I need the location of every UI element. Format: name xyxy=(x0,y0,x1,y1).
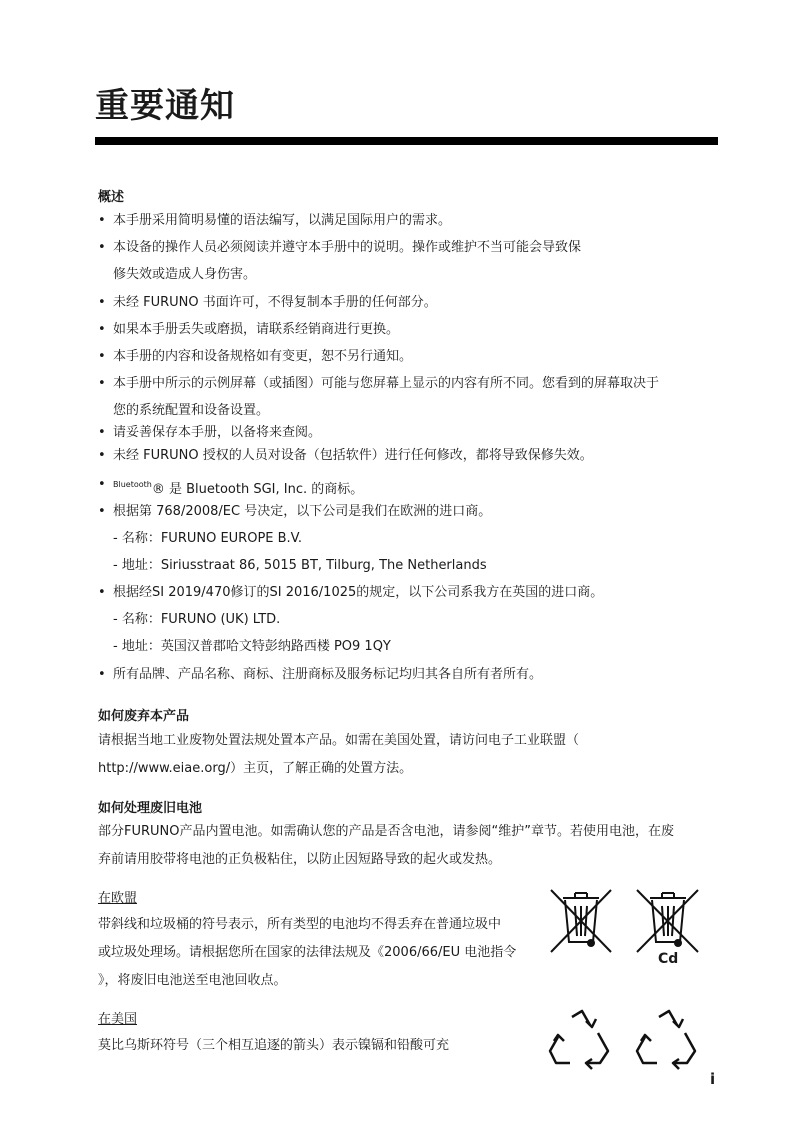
eu-battery-text: 或垃圾处理场。请根据您所在国家的法律法规及《2006/66/EU 电池指令 xyxy=(98,945,517,960)
battery-text: 弃前请用胶带将电池的正负极粘住，以防止因短路导致的起火或发热。 xyxy=(98,852,502,867)
bullet-dot: • xyxy=(98,477,106,492)
bullet-dot: • xyxy=(98,585,106,600)
us-battery-text: 莫比乌斯环符号（三个相互追逐的箭头）表示镍镉和铅酸可充 xyxy=(98,1038,450,1053)
disposal-text: http://www.eiae.org/）主页，了解正确的处置方法。 xyxy=(98,761,413,776)
bullet-text-cont: 您的系统配置和设备设置。 xyxy=(113,403,270,418)
recycle-icon xyxy=(546,1007,614,1071)
bullet-text: 如果本手册丢失或磨损，请联系经销商进行更换。 xyxy=(113,322,400,337)
overview-heading: 概述 xyxy=(98,190,125,205)
bullet-dot: • xyxy=(98,504,106,519)
battery-heading: 如何处理废旧电池 xyxy=(98,801,203,816)
eu-name: - 名称：FURUNO EUROPE B.V. xyxy=(113,531,303,546)
bullet-dot: • xyxy=(98,240,106,255)
bullet-text: 本手册中所示的示例屏幕（或插图）可能与您屏幕上显示的内容有所不同。您看到的屏幕取决于 xyxy=(113,376,660,391)
eu-importer: 根据第 768/2008/EC 号决定，以下公司是我们在欧洲的进口商。 xyxy=(113,504,492,519)
bullet-dot: • xyxy=(98,425,106,440)
bullet-dot: • xyxy=(98,349,106,364)
disposal-text: 请根据当地工业废物处置法规处置本产品。如需在美国处置，请访问电子工业联盟（ xyxy=(98,733,580,748)
eu-battery-text: 》，将废旧电池送至电池回收点。 xyxy=(98,973,287,988)
bullet-dot: • xyxy=(98,295,106,310)
bullet-text: 本手册采用简明易懂的语法编写，以满足国际用户的需求。 xyxy=(113,213,452,228)
bullet-text-cont: 修失效或造成人身伤害。 xyxy=(113,267,257,282)
bluetooth-sup: Bluetooth xyxy=(113,480,152,489)
cd-label: Cd xyxy=(658,951,679,967)
title-rule xyxy=(95,137,718,145)
trademarks-text: 所有品牌、产品名称、商标、注册商标及服务标记均归其各自所有者所有。 xyxy=(113,667,543,682)
eu-battery-text: 带斜线和垃圾桶的符号表示，所有类型的电池均不得丢弃在普通垃圾中 xyxy=(98,917,502,932)
page-title: 重要通知 xyxy=(95,86,235,126)
bluetooth-text: ® 是 Bluetooth SGI, Inc. 的商标。 xyxy=(151,482,364,497)
eu-address: - 地址：Siriusstraat 86, 5015 BT, Tilburg, The Netherlands xyxy=(113,558,487,573)
us-subheading: 在美国 xyxy=(98,1012,138,1027)
bullet-dot: • xyxy=(98,213,106,228)
bullet-text: 本手册的内容和设备规格如有变更，恕不另行通知。 xyxy=(113,349,413,364)
uk-address: - 地址：英国汉普郡哈文特彭纳路西楼 PO9 1QY xyxy=(113,639,391,654)
uk-importer: 根据经SI 2019/470修订的SI 2016/1025的规定，以下公司系我方在英国的进口商。 xyxy=(113,585,604,600)
bullet-dot: • xyxy=(98,322,106,337)
bluetooth-trademark xyxy=(113,476,363,499)
bullet-text: 未经 FURUNO 书面许可，不得复制本手册的任何部分。 xyxy=(113,295,437,310)
bullet-dot: • xyxy=(98,448,106,463)
recycle-icon xyxy=(633,1007,701,1071)
uk-name: - 名称：FURUNO (UK) LTD. xyxy=(113,612,281,627)
page-number: i xyxy=(710,1070,716,1088)
crossed-bin-cd-icon xyxy=(632,886,702,956)
bullet-text: 未经 FURUNO 授权的人员对设备（包括软件）进行任何修改，都将导致保修失效。 xyxy=(113,448,593,463)
crossed-bin-icon xyxy=(547,886,615,956)
eu-subheading: 在欧盟 xyxy=(98,891,138,906)
bullet-text: 请妥善保存本手册，以备将来查阅。 xyxy=(113,425,322,440)
bullet-text: 本设备的操作人员必须阅读并遵守本手册中的说明。操作或维护不当可能会导致保 xyxy=(113,240,582,255)
bullet-dot: • xyxy=(98,376,106,391)
bullet-dot: • xyxy=(98,667,106,682)
disposal-heading: 如何废弃本产品 xyxy=(98,709,190,724)
battery-text: 部分FURUNO产品内置电池。如需确认您的产品是否含电池，请参阅“维护”章节。若使用电池，在废 xyxy=(98,824,674,839)
